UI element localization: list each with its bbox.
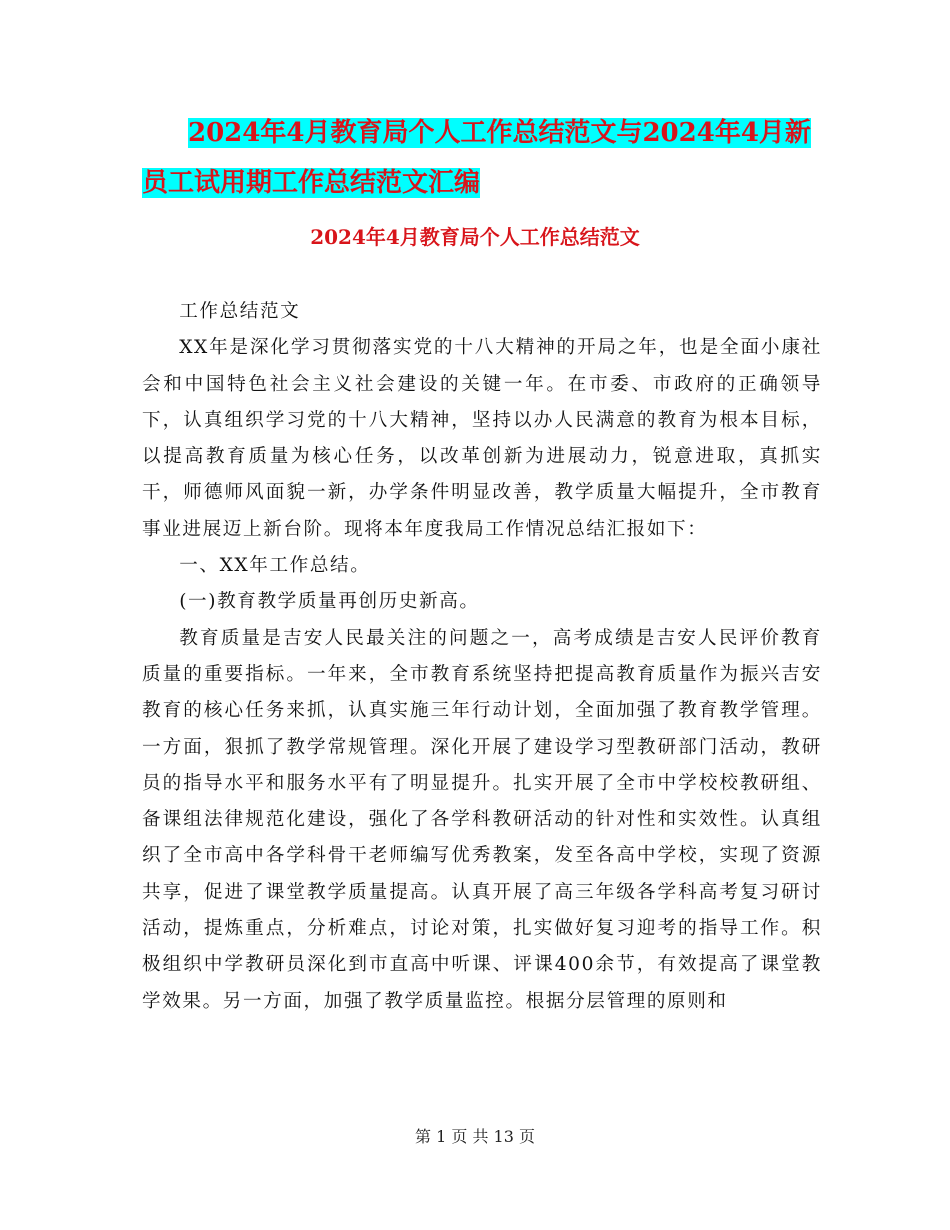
document-title-line-2 xyxy=(100,158,860,208)
paragraph-intro: XX年是深化学习贯彻落实党的十八大精神的开局之年，也是全面小康社会和中国特色社会主义社会建设的关键一年。在市委、市政府的正确领导下，认真组织学习党的十八大精神，坚持以办人民满意的教育为根本目标，以提高教育质量为核心任务，以改革创新为进展动力，锐意进取，真抓实干，师德师风面貌一新，办学条件明显改善，教学质量大幅提升，全市教育事业进展迈上新台阶。现将本年度我局工作情况总结汇报如下： xyxy=(142,337,822,540)
document-title-line-1 xyxy=(100,108,860,158)
paragraph-heading: 工作总结范文 xyxy=(179,301,301,322)
document-body xyxy=(142,294,822,1020)
document-title xyxy=(100,108,860,208)
paragraph-subsection-one: (一)教育教学质量再创历史新高。 xyxy=(179,591,480,613)
paragraph-quality: 教育质量是吉安人民最关注的问题之一，高考成绩是吉安人民评价教育质量的重要指标。一年来，全市教育系统坚持把提高教育质量作为振兴吉安教育的核心任务来抓，认真实施三年行动计划，全面加强了教育教学管理。一方面，狠抓了教学常规管理。深化开展了建设学习型教研部门活动，教研员的指导水平和服务水平有了明显提升。扎实开展了全市中学校校教研组、备课组法律规范化建设，强化了各学科教研活动的针对性和实效性。认真组织了全市高中各学科骨干老师编写优秀教案，发至各高中学校，实现了资源共享，促进了课堂教学质量提高。认真开展了高三年级各学科高考复习研讨活动，提炼重点，分析难点，讨论对策，扎实做好复习迎考的指导工作。积极组织中学教研员深化到市直高中听课、评课400余节，有效提高了课堂教学效果。另一方面，加强了教学质量监控。根据分层管理的原则和 xyxy=(142,627,822,1012)
section-title: 2024年4月教育局个人工作总结范文 xyxy=(310,225,640,249)
page-footer: 第 1 页 共 13 页 xyxy=(415,1127,535,1146)
title-highlight-1: 2024年4月教育局个人工作总结范文与2024年4月新 xyxy=(188,118,811,148)
paragraph-section-one: 一、XX年工作总结。 xyxy=(179,555,371,577)
title-highlight-2: 员工试用期工作总结范文汇编 xyxy=(142,168,481,198)
